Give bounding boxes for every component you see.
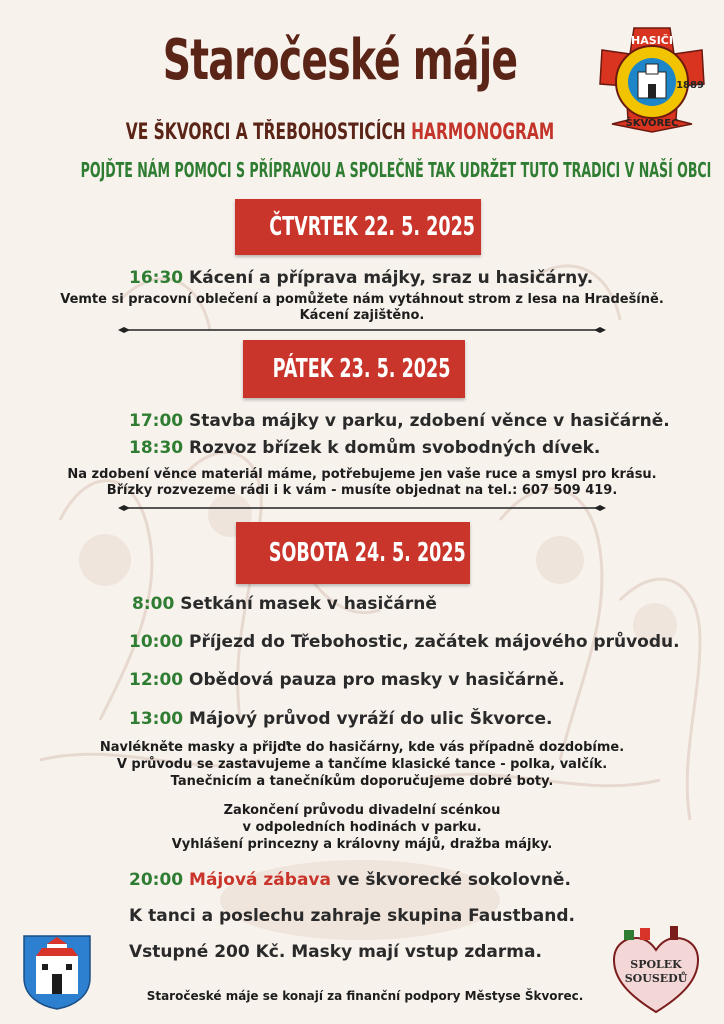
saturday-note-3: Tanečnicím a tanečníkům doporučujeme dobré boty. bbox=[170, 774, 554, 789]
event-saturday-2: 10:00 Příjezd do Třebohostic, začátek májového průvodu. bbox=[129, 632, 680, 652]
day-saturday-box bbox=[236, 522, 470, 584]
logo-bottom-text: ŠKVOREC bbox=[625, 118, 679, 129]
event-evening: 20:00 Májová zábava ve škvorecké sokolovně. bbox=[129, 870, 571, 890]
spolek-sousedu-logo bbox=[610, 926, 702, 1016]
event-saturday-4: 13:00 Májový průvod vyráží do ulic Škvorce. bbox=[129, 709, 553, 729]
logo-year-text: 1889 bbox=[676, 80, 704, 91]
subtitle-main: VE ŠKVORCI A TŘEBOHOSTICÍCH bbox=[125, 120, 412, 145]
friday-note-1: Na zdobení věnce materiál máme, potřebujeme jen vaše ruce a smysl pro krásu. bbox=[67, 467, 657, 482]
day-saturday-label: SOBOTA 24. 5. 2025 bbox=[268, 538, 466, 568]
spolek-line-1: SPOLEK bbox=[630, 958, 682, 971]
event-thursday-1: 16:30 Kácení a příprava májky, sraz u hasičárny. bbox=[129, 268, 594, 288]
friday-note-2: Břízky rozvezeme rádi i k vám - musíte objednat na tel.: 607 509 419. bbox=[106, 483, 618, 498]
firefighters-logo bbox=[594, 24, 710, 136]
subtitle bbox=[122, 120, 559, 145]
thursday-note-2: Kácení zajištěno. bbox=[299, 308, 425, 323]
day-friday-box bbox=[243, 340, 465, 398]
saturday-ending-1: Zakončení průvodu divadelní scénkou bbox=[223, 803, 501, 818]
entry-fee-info: Vstupné 200 Kč. Masky mají vstup zdarma. bbox=[129, 942, 542, 962]
event-saturday-1: 8:00 Setkání masek v hasičárně bbox=[132, 594, 437, 614]
saturday-note-1: Navlékněte masky a přijďte do hasičárny, kde vás případně dozdobíme. bbox=[99, 740, 625, 755]
logo-top-text: HASIČI bbox=[631, 34, 673, 47]
divider-2 bbox=[118, 502, 606, 514]
event-friday-2: 18:30 Rozvoz břízek k domům svobodných dívek. bbox=[129, 438, 601, 458]
saturday-ending-2: v odpoledních hodinách v parku. bbox=[242, 820, 482, 835]
day-friday-label: PÁTEK 23. 5. 2025 bbox=[272, 354, 451, 384]
saturday-note-2: V průvodu se zastavujeme a tančíme klasické tance - polka, valčík. bbox=[116, 757, 608, 772]
event-friday-1: 17:00 Stavba májky v parku, zdobení věnce v hasičárně. bbox=[129, 411, 670, 431]
page-title: Staročeské máje bbox=[162, 28, 518, 93]
day-thursday-box bbox=[235, 199, 481, 255]
subtitle-highlight: HARMONOGRAM bbox=[411, 120, 555, 145]
band-info: K tanci a poslechu zahraje skupina Faustband. bbox=[129, 906, 575, 926]
saturday-ending-3: Vyhlášení princezny a královny májů, dražba májky. bbox=[171, 837, 553, 852]
sponsor-note: Staročeské máje se konají za finanční podpory Městyse Škvorec. bbox=[146, 989, 584, 1003]
day-thursday-label: ČTVRTEK 22. 5. 2025 bbox=[269, 212, 475, 242]
event-saturday-3: 12:00 Obědová pauza pro masky v hasičárně. bbox=[129, 670, 565, 690]
town-coat-of-arms bbox=[22, 934, 92, 1010]
spolek-line-2: SOUSEDŮ bbox=[624, 972, 688, 985]
divider-1 bbox=[118, 324, 606, 336]
invitation-line: POJĎTE NÁM POMOCI S PŘÍPRAVOU A SPOLEČNĚ TAK UDRŽET TUTO TRADICI V NAŠÍ OBCI bbox=[80, 158, 712, 182]
thursday-note-1: Vemte si pracovní oblečení a pomůžete nám vytáhnout strom z lesa na Hradešíně. bbox=[60, 292, 664, 307]
